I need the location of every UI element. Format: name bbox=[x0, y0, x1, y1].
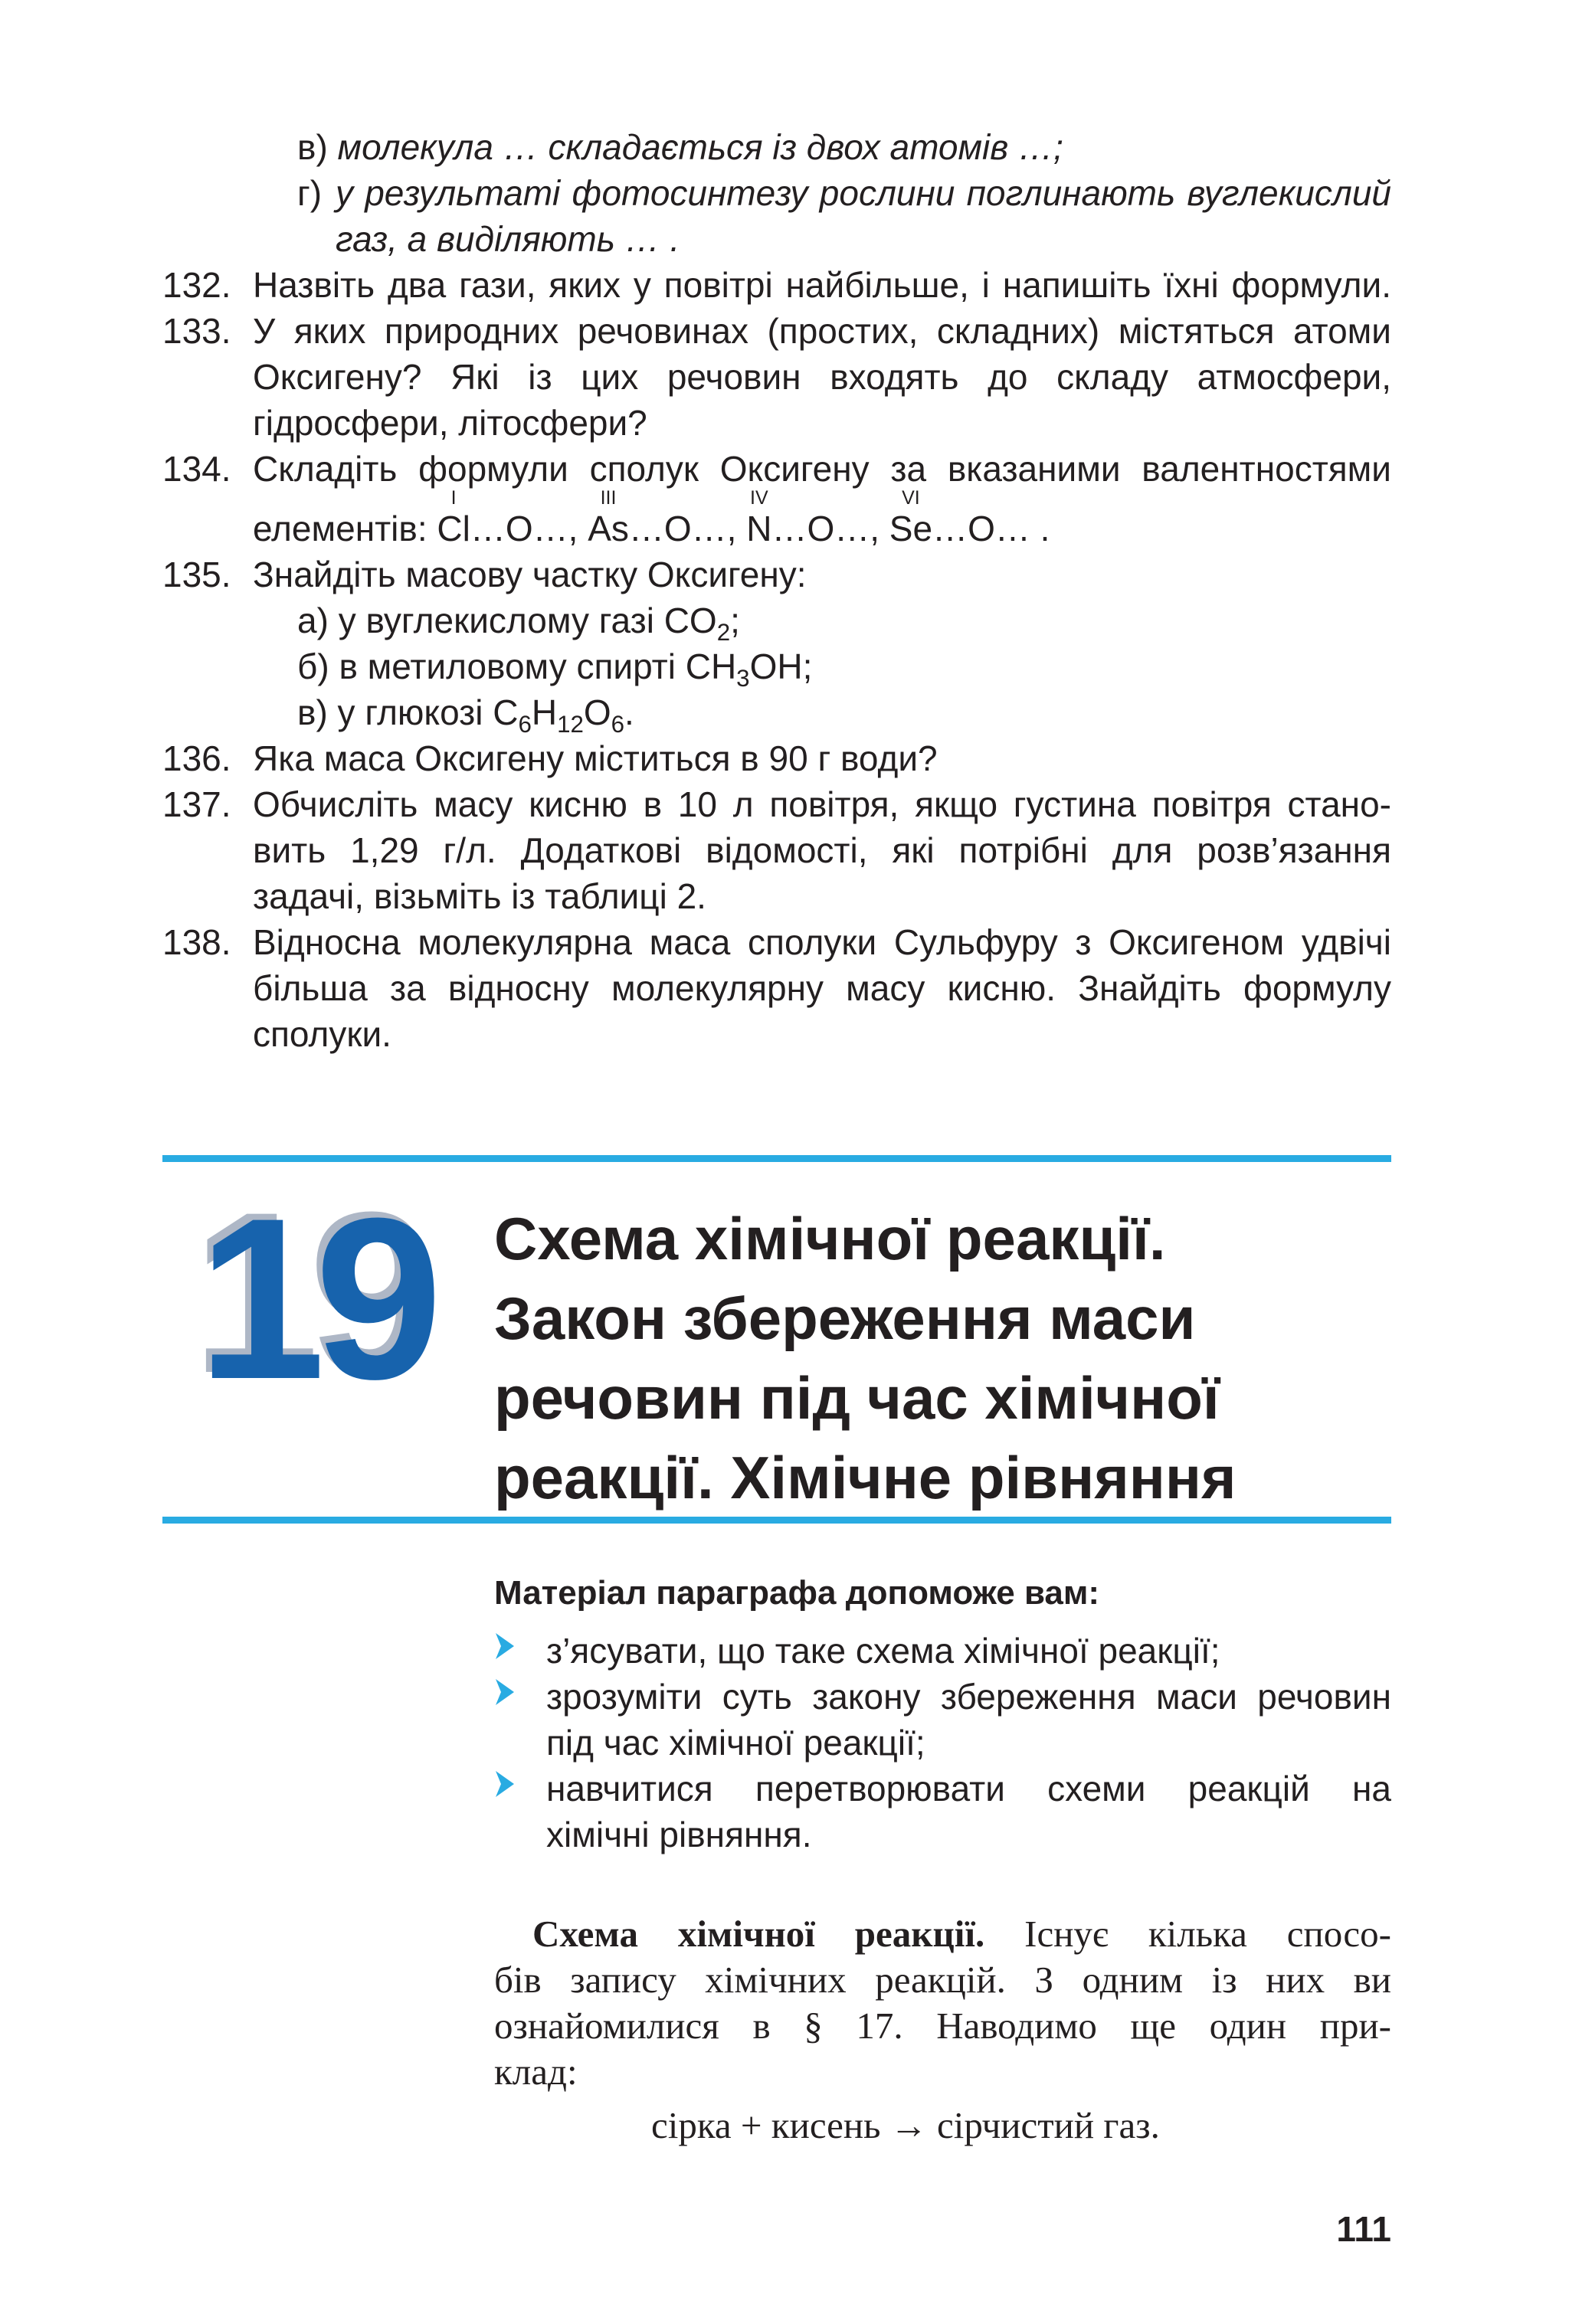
formula-prefix: елементів: bbox=[253, 509, 437, 548]
valence-element: VI Se bbox=[889, 487, 933, 548]
exercise-134-line1: Складіть формули сполук Оксигену за вказаними валентностями bbox=[253, 449, 1391, 489]
exercise-138-line2: більша за відносну молекулярну масу кисню. Знайдіть формулу bbox=[253, 968, 1391, 1008]
arrow-bullet-icon bbox=[494, 1677, 516, 1707]
exercise-number: 138. bbox=[162, 922, 231, 962]
exercise-138-line3: сполуки. bbox=[253, 1014, 391, 1054]
exercise-133-line2: Оксигену? Які із цих речовин входять до складу атмосфери, bbox=[253, 357, 1391, 397]
exercise-137-line1: Обчисліть масу кисню в 10 л повітря, якщо густина повітря стано- bbox=[253, 784, 1391, 824]
body-bold-lead: Схема хімічної реакції. bbox=[532, 1913, 985, 1955]
section-title-line: реакції. Хімічне рівняння bbox=[494, 1444, 1237, 1511]
valence-mark: I bbox=[450, 487, 457, 509]
section-title-line: Схема хімічної реакції. bbox=[494, 1205, 1166, 1272]
valence-mark: VI bbox=[902, 487, 920, 509]
valence-element: IV N bbox=[746, 487, 772, 548]
exercise-137-line2: вить 1,29 г/л. Додаткові відомості, які потрібні для розв’язання bbox=[253, 830, 1391, 870]
objective-2-line2: під час хімічної реакції; bbox=[546, 1723, 925, 1763]
section-number: 19 bbox=[198, 1170, 432, 1427]
item-g-line2: газ, а виділяють … . bbox=[336, 219, 680, 259]
objective-1: з’ясувати, що таке схема хімічної реакції; bbox=[546, 1631, 1220, 1671]
exercise-number: 135. bbox=[162, 555, 231, 594]
body-line-1: Схема хімічної реакції. Існує кілька спосо- bbox=[532, 1913, 1392, 1955]
objective-3-line2: хімічні рівняння. bbox=[546, 1815, 812, 1854]
item-g-line1: у результаті фотосинтезу рослини поглинають вуглекислий bbox=[336, 173, 1391, 213]
valence-mark: IV bbox=[750, 487, 768, 509]
section-rule-top bbox=[162, 1155, 1391, 1162]
body-line-4: клад: bbox=[494, 2051, 578, 2093]
item-g-label: г) bbox=[297, 173, 323, 213]
objective-2-line1: зрозуміти суть закону збереження маси речовин bbox=[546, 1677, 1391, 1717]
exercise-136-text: Яка маса Оксигену міститься в 90 г води? bbox=[253, 738, 938, 778]
exercise-135-c: в) у глюкозі $C_6H_{12}O_6$. bbox=[297, 692, 634, 738]
section-title bbox=[494, 1199, 1237, 1517]
objectives-title: Матеріал параграфа допоможе вам: bbox=[494, 1574, 1100, 1612]
valence-element: III As bbox=[588, 487, 629, 548]
exercise-number: 136. bbox=[162, 738, 231, 778]
exercise-134-formulas: елементів: I Cl…O…, III As…O…, IV N…O…, VI Se…O… . bbox=[253, 506, 1050, 552]
exercise-135-b: б) в метиловому спирті $CH_3OH$; bbox=[297, 646, 813, 692]
valence-element: I Cl bbox=[437, 487, 470, 548]
exercise-number: 133. bbox=[162, 311, 231, 351]
section-rule-bottom bbox=[162, 1517, 1391, 1524]
page-number: 111 bbox=[1336, 2209, 1391, 2249]
item-v-label: в) bbox=[297, 127, 328, 167]
exercise-138-line1: Відносна молекулярна маса сполуки Сульфуру з Оксигеном удвічі bbox=[253, 922, 1391, 962]
exercise-number: 137. bbox=[162, 784, 231, 824]
valence-mark: III bbox=[600, 487, 617, 509]
exercise-135-text: Знайдіть масову частку Оксигену: bbox=[253, 555, 807, 594]
body-line-2: бів запису хімічних реакцій. З одним із них ви bbox=[494, 1959, 1391, 2001]
exercise-number: 134. bbox=[162, 449, 231, 489]
exercise-132-text: Назвіть два гази, яких у повітрі найбільше, і напишіть їхні формули. bbox=[253, 265, 1391, 305]
reaction-equation: сірка + кисень → сірчистий газ. bbox=[651, 2104, 1160, 2146]
section-title-line: речовин під час хімічної bbox=[494, 1364, 1220, 1432]
exercise-133-line1: У яких природних речовинах (простих, складних) містяться атоми bbox=[253, 311, 1391, 351]
exercise-number: 132. bbox=[162, 265, 231, 305]
exercise-133-line3: гідросфери, літосфери? bbox=[253, 403, 647, 443]
objective-3-line1: навчитися перетворювати схеми реакцій на bbox=[546, 1769, 1391, 1808]
arrow-bullet-icon bbox=[494, 1631, 516, 1661]
exercise-135-a: а) у вуглекислому газі $CO_2$; bbox=[297, 601, 740, 646]
item-v-text: молекула … складається із двох атомів …; bbox=[337, 127, 1063, 167]
exercise-137-line3: задачі, візьміть із таблиці 2. bbox=[253, 876, 706, 916]
section-title-line: Закон збереження маси bbox=[494, 1285, 1196, 1352]
body-line-3: ознайомилися в § 17. Наводимо ще один при- bbox=[494, 2005, 1391, 2047]
arrow-bullet-icon bbox=[494, 1769, 516, 1799]
item-v bbox=[297, 124, 1063, 170]
